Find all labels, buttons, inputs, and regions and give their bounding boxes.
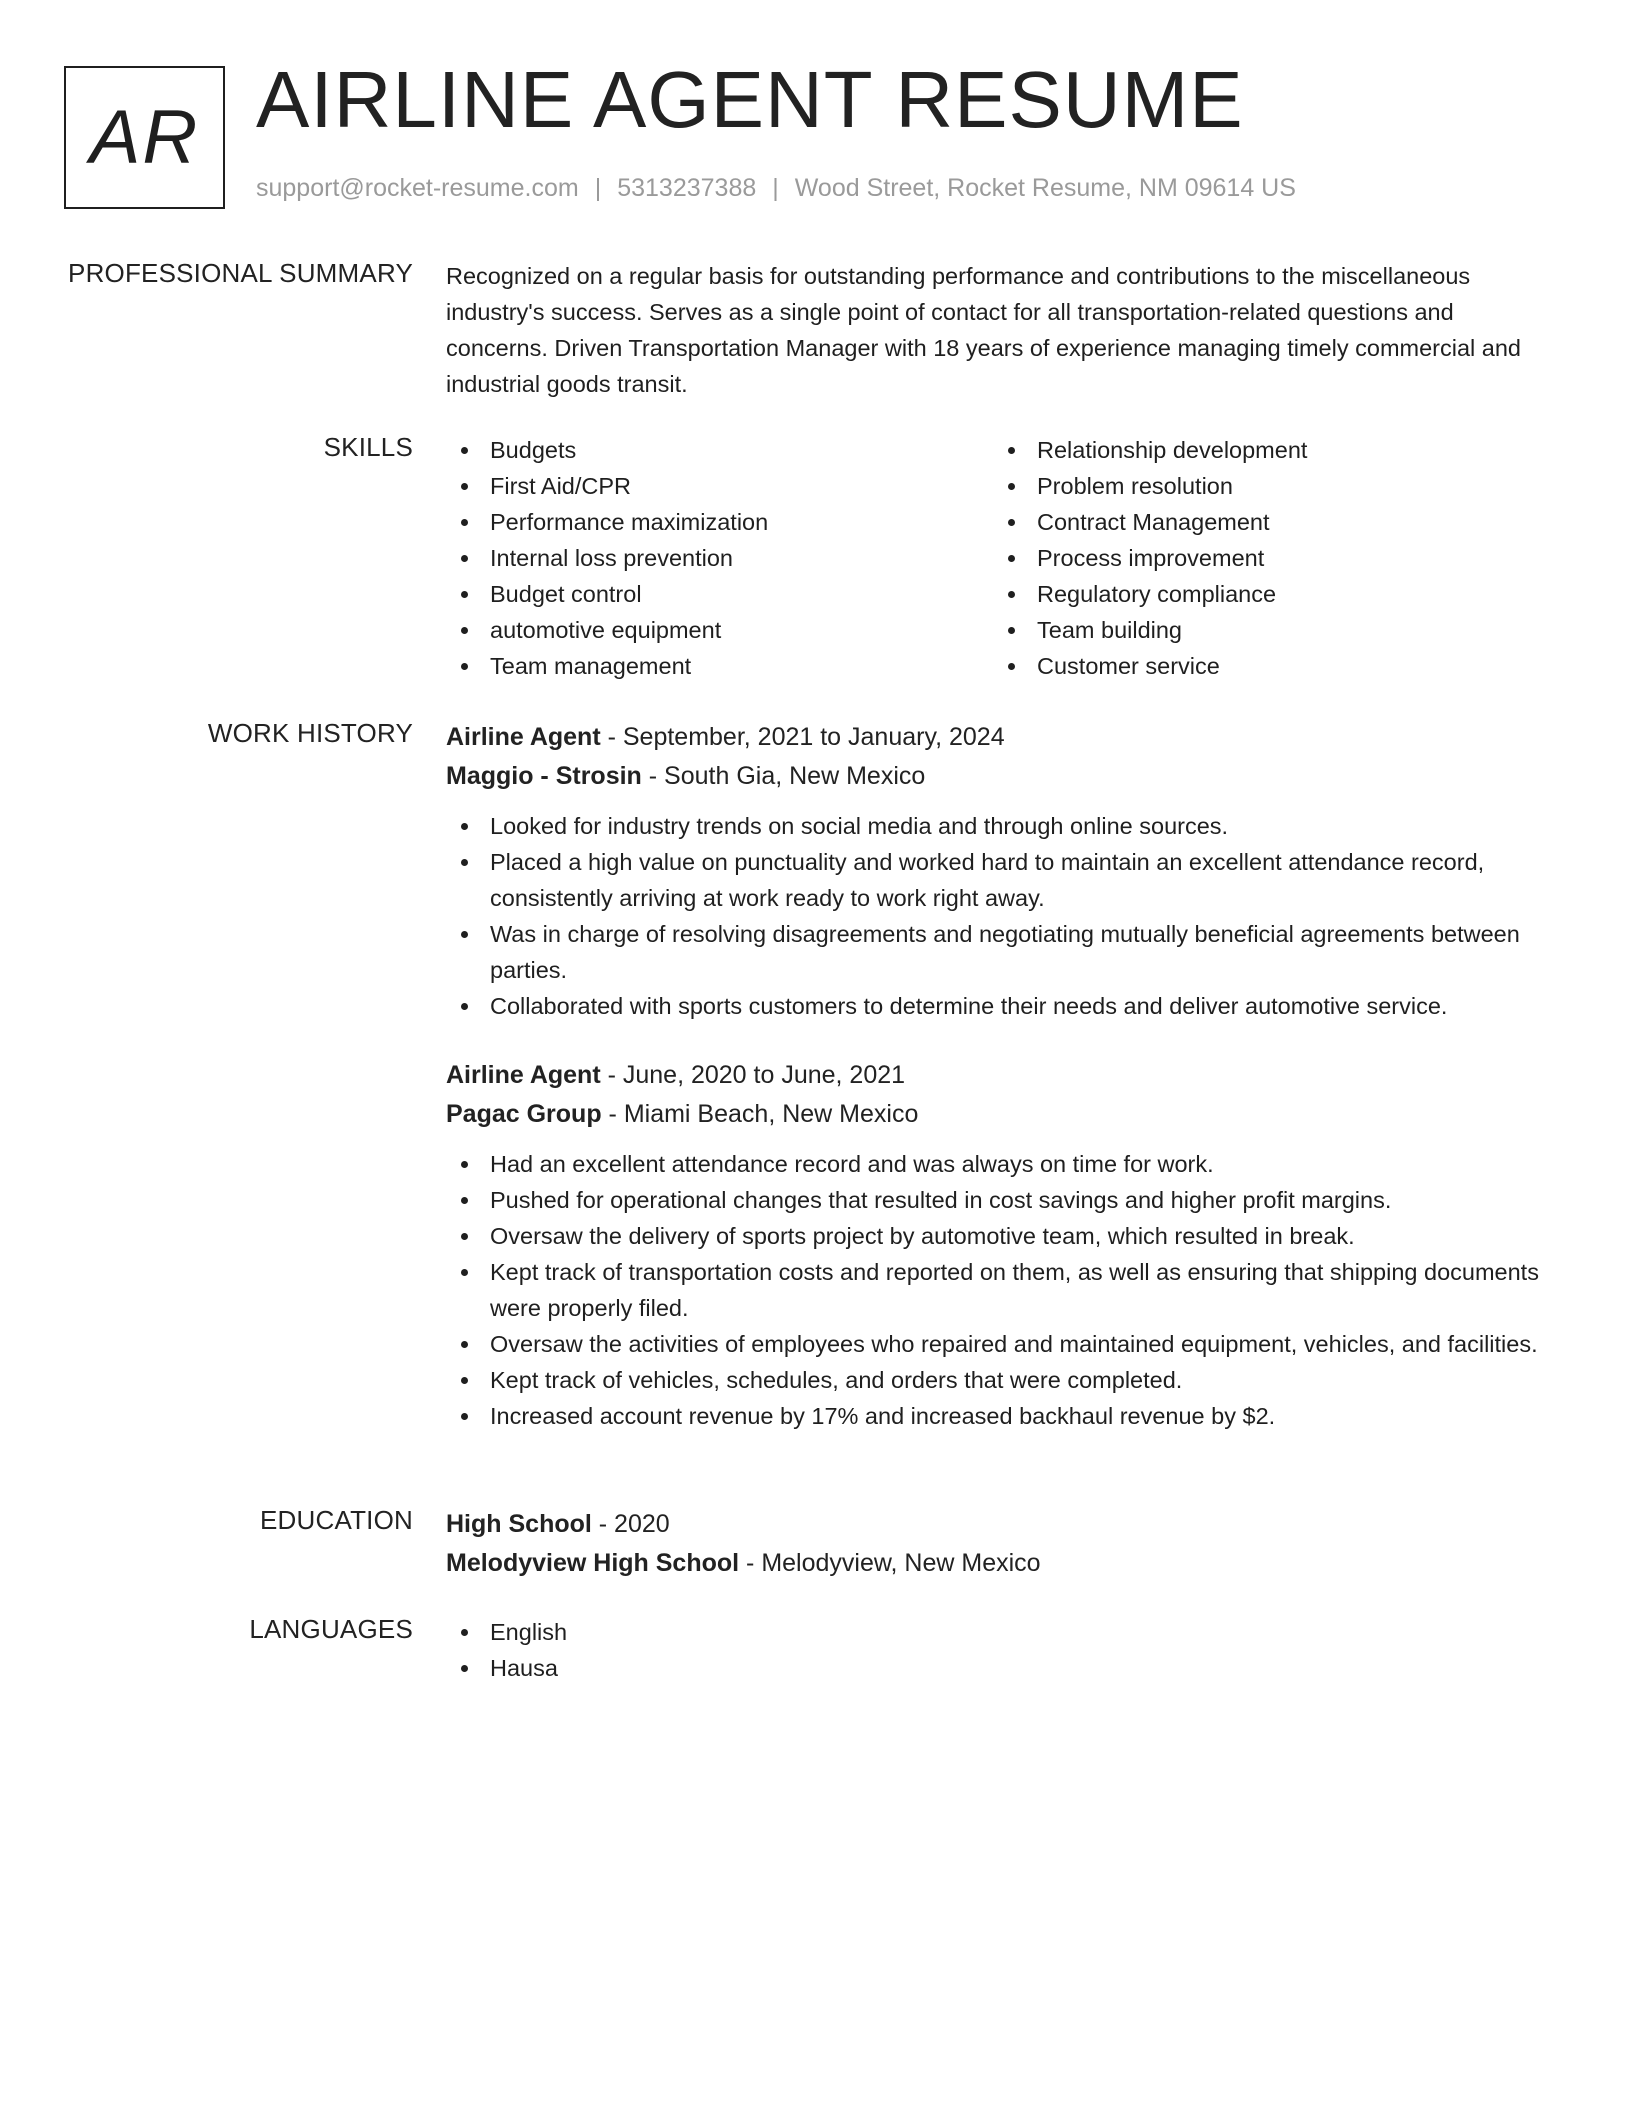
languages-body bbox=[446, 1614, 1540, 1686]
education-degree-line bbox=[446, 1505, 1540, 1544]
job-duty: Collaborated with sports customers to determine their needs and deliver automotive service. bbox=[446, 988, 1540, 1024]
education-school-line bbox=[446, 1544, 1540, 1583]
job-duty: Placed a high value on punctuality and worked hard to maintain an excellent attendance record, consistently arriving at work ready to work right away. bbox=[446, 844, 1540, 916]
monogram-box bbox=[64, 66, 225, 209]
contact-separator: | bbox=[594, 174, 602, 202]
skill-item: Internal loss prevention bbox=[446, 540, 993, 576]
skill-item: Performance maximization bbox=[446, 504, 993, 540]
job-duty: Pushed for operational changes that resulted in cost savings and higher profit margins. bbox=[446, 1182, 1540, 1218]
skill-item: Regulatory compliance bbox=[993, 576, 1540, 612]
contact-address: Wood Street, Rocket Resume, NM 09614 US bbox=[794, 174, 1296, 202]
job-location: - South Gia, New Mexico bbox=[648, 762, 926, 790]
contact-phone[interactable]: 5313237388 bbox=[617, 174, 757, 202]
skills-list-left bbox=[446, 432, 993, 684]
education-location: - Melodyview, New Mexico bbox=[746, 1549, 1041, 1577]
skill-item: Process improvement bbox=[993, 540, 1540, 576]
job-dates: - September, 2021 to January, 2024 bbox=[607, 723, 1005, 751]
skill-item: Customer service bbox=[993, 648, 1540, 684]
job-company: Maggio - Strosin bbox=[446, 762, 642, 790]
job-title-line bbox=[446, 1056, 1540, 1095]
work-history-body bbox=[446, 718, 1540, 1434]
languages-heading: LANGUAGES bbox=[249, 1614, 413, 1644]
skill-item: Contract Management bbox=[993, 504, 1540, 540]
job-title-line bbox=[446, 718, 1540, 757]
job-duty: Oversaw the activities of employees who repaired and maintained equipment, vehicles, and facilities. bbox=[446, 1326, 1540, 1362]
monogram-initials: AR bbox=[89, 95, 200, 180]
resume-title: AIRLINE AGENT RESUME bbox=[256, 55, 1244, 144]
job-location: - Miami Beach, New Mexico bbox=[608, 1100, 919, 1128]
skills-list-right bbox=[993, 432, 1540, 684]
work-history-heading: WORK HISTORY bbox=[207, 718, 413, 748]
job-dates: - June, 2020 to June, 2021 bbox=[607, 1061, 906, 1089]
job-duty: Kept track of transportation costs and reported on them, as well as ensuring that shipping documents were properly filed. bbox=[446, 1254, 1540, 1326]
summary-body bbox=[446, 258, 1540, 402]
job-duty: Had an excellent attendance record and was always on time for work. bbox=[446, 1146, 1540, 1182]
skill-item: First Aid/CPR bbox=[446, 468, 993, 504]
skills-grid bbox=[446, 432, 1540, 684]
skill-item: Budgets bbox=[446, 432, 993, 468]
education-school: Melodyview High School bbox=[446, 1549, 740, 1577]
contact-email[interactable]: support@rocket-resume.com bbox=[256, 174, 579, 202]
skills-heading: SKILLS bbox=[323, 432, 413, 462]
education-heading: EDUCATION bbox=[260, 1505, 413, 1535]
job-company-line bbox=[446, 757, 1540, 796]
job-duty: Oversaw the delivery of sports project by automotive team, which resulted in break. bbox=[446, 1218, 1540, 1254]
job-company: Pagac Group bbox=[446, 1100, 602, 1128]
job-company-line bbox=[446, 1095, 1540, 1134]
job-entry bbox=[446, 1056, 1540, 1434]
summary-text: Recognized on a regular basis for outstanding performance and contributions to the miscellaneous industry's success. Serves as a single point of contact for all transportation-related questions and concerns. Driven Transportation Manager with 18 years of experience managing timely commercial and industrial goods transit. bbox=[446, 263, 1521, 397]
language-item: English bbox=[446, 1614, 1540, 1650]
language-item: Hausa bbox=[446, 1650, 1540, 1686]
skill-item: Budget control bbox=[446, 576, 993, 612]
languages-list bbox=[446, 1614, 1540, 1686]
job-title: Airline Agent bbox=[446, 723, 601, 751]
contact-line bbox=[256, 174, 1296, 203]
job-duties-list bbox=[446, 1146, 1540, 1434]
job-duty: Increased account revenue by 17% and increased backhaul revenue by $2. bbox=[446, 1398, 1540, 1434]
skill-item: Relationship development bbox=[993, 432, 1540, 468]
job-duty: Looked for industry trends on social media and through online sources. bbox=[446, 808, 1540, 844]
skill-item: Team management bbox=[446, 648, 993, 684]
job-duty: Kept track of vehicles, schedules, and orders that were completed. bbox=[446, 1362, 1540, 1398]
job-entry bbox=[446, 718, 1540, 1024]
job-duties-list bbox=[446, 808, 1540, 1024]
job-title: Airline Agent bbox=[446, 1061, 601, 1089]
skill-item: Team building bbox=[993, 612, 1540, 648]
summary-heading: PROFESSIONAL SUMMARY bbox=[68, 258, 413, 288]
education-body bbox=[446, 1505, 1540, 1583]
job-duty: Was in charge of resolving disagreements and negotiating mutually beneficial agreements between parties. bbox=[446, 916, 1540, 988]
education-year: - 2020 bbox=[598, 1510, 670, 1538]
education-degree: High School bbox=[446, 1510, 592, 1538]
skill-item: Problem resolution bbox=[993, 468, 1540, 504]
skill-item: automotive equipment bbox=[446, 612, 993, 648]
contact-separator: | bbox=[772, 174, 779, 202]
